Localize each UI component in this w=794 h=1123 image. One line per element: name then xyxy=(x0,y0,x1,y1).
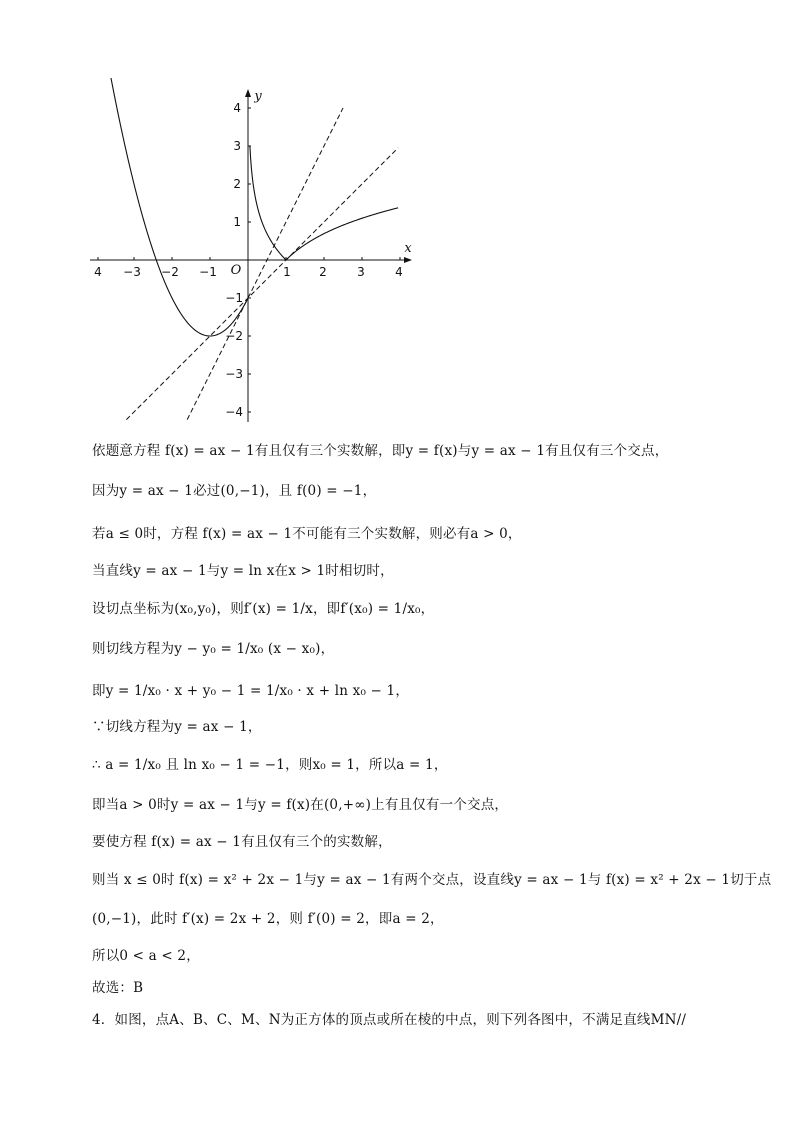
x-tick-label: 3 xyxy=(357,265,365,279)
x-tick-label: 1 xyxy=(283,265,291,279)
answer-line: 故选：B xyxy=(92,980,144,996)
x-tick-label: 4 xyxy=(395,265,403,279)
solution-line-12: 则当 x ≤ 0时 f(x) = x² + 2x − 1与y = ax − 1有两个交点，设直线y = ax − 1与 f(x) = x² + 2x − 1切于点 xyxy=(92,872,772,888)
y-tick-label: −4 xyxy=(225,405,243,419)
next-question-line: 4．如图，点A、B、C、M、N为正方体的顶点或所在棱的中点，则下列各图中，不满足直线MN// xyxy=(92,1012,687,1028)
solution-line-8: ∵切线方程为y = ax − 1， xyxy=(92,719,262,735)
solution-line-1: 依题意方程 f(x) = ax − 1有且仅有三个实数解，即y = f(x)与y = ax − 1有且仅有三个交点， xyxy=(92,443,669,459)
y-tick-label: 3 xyxy=(233,139,241,153)
x-tick-label: −2 xyxy=(161,265,179,279)
tangent-line-slope-2 xyxy=(187,108,343,420)
solution-line-5: 设切点坐标为(x₀,y₀)，则f′(x) = 1/x，即f′(x₀) = 1/x₀， xyxy=(92,601,435,617)
solution-line-7: 即y = 1/x₀ · x + y₀ − 1 = 1/x₀ · x + ln x₀ − 1， xyxy=(92,683,410,699)
x-axis-arrow xyxy=(404,257,412,263)
y-tick-label: 4 xyxy=(233,101,241,115)
solution-line-9: ∴ a = 1/x₀ 且 ln x₀ − 1 = −1，则x₀ = 1，所以a = 1， xyxy=(92,757,448,773)
x-tick-label: 2 xyxy=(319,265,327,279)
x-tick-label: −1 xyxy=(199,265,217,279)
solution-line-10: 即当a > 0时y = ax − 1与y = f(x)在(0,+∞)上有且仅有一个交点， xyxy=(92,797,509,813)
solution-line-14: 所以0 < a < 2， xyxy=(92,948,200,964)
y-tick-label: −1 xyxy=(225,291,243,305)
x-axis-name: x xyxy=(404,241,412,256)
y-tick-label: 2 xyxy=(233,177,241,191)
solution-line-3: 若a ≤ 0时，方程 f(x) = ax − 1不可能有三个实数解，则必有a > 0， xyxy=(92,526,522,542)
tangent-line-slope-1 xyxy=(126,148,398,420)
solution-line-11: 要使方程 f(x) = ax − 1有且仅有三个的实数解， xyxy=(92,834,392,850)
solution-line-2: 因为y = ax − 1必过(0,−1)，且 f(0) = −1， xyxy=(92,483,377,499)
abs-ln-branch xyxy=(250,146,398,260)
function-graph xyxy=(86,78,446,428)
x-tick-label: 4 xyxy=(94,265,102,279)
solution-line-13: (0,−1)，此时 f′(x) = 2x + 2，则 f′(0) = 2，即a = 2， xyxy=(92,911,444,927)
solution-line-4: 当直线y = ax − 1与y = ln x在x > 1时相切时， xyxy=(92,563,394,579)
x-tick-label: −3 xyxy=(123,265,141,279)
y-tick-label: −2 xyxy=(225,329,243,343)
y-axis-arrow xyxy=(245,89,251,97)
y-tick-label: −3 xyxy=(225,367,243,381)
origin-label: O xyxy=(230,263,242,278)
solution-line-6: 则切线方程为y − y₀ = 1/x₀ (x − x₀)， xyxy=(92,641,335,657)
y-tick-label: 1 xyxy=(233,215,241,229)
y-axis-name: y xyxy=(254,89,262,104)
